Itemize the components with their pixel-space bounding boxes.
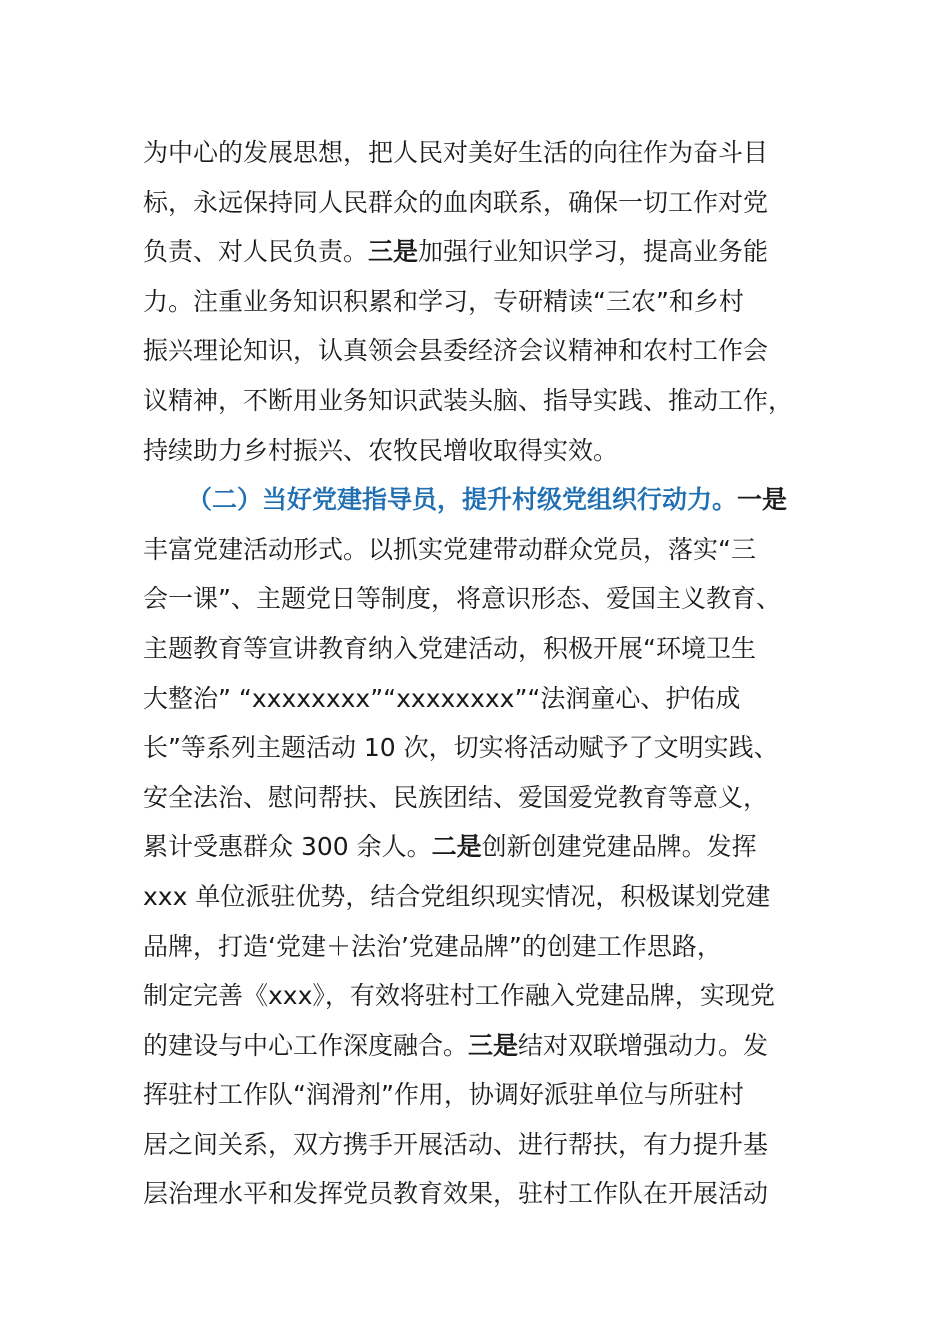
- text-run: 长”等系列主题活动 10 次，切实将活动赋予了文明实践、: [143, 733, 779, 763]
- text-line: [143, 426, 815, 476]
- text-line: [143, 624, 815, 674]
- section-heading: （二）当好党建指导员，提升村级党组织行动力。: [187, 485, 738, 515]
- body-text: [143, 128, 815, 1219]
- text-line: [143, 1070, 815, 1120]
- text-line: [143, 326, 815, 376]
- text-run: 振兴理论知识，认真领会县委经济会议精神和农村工作会: [143, 336, 769, 366]
- text-line: [143, 376, 815, 426]
- bold-marker: 三是: [368, 237, 419, 267]
- text-run: 主题教育等宣讲教育纳入党建活动，积极开展“环境卫生: [143, 633, 756, 663]
- text-run: 议精神，不断用业务知识武装头脑、指导实践、推动工作，: [143, 385, 794, 415]
- text-line: [143, 822, 815, 872]
- text-run: 品牌，打造‘党建＋法治’党建品牌”的创建工作思路，: [143, 931, 722, 961]
- text-line: [143, 1169, 815, 1219]
- bold-marker: 一是: [737, 485, 788, 515]
- text-run: 为中心的发展思想，把人民对美好生活的向往作为奋斗目: [143, 138, 769, 167]
- text-run: 制定完善《xxx》，有效将驻村工作融入党建品牌，实现党: [143, 981, 775, 1011]
- text-line: [143, 525, 815, 575]
- text-run: 挥驻村工作队“润滑剂”作用，协调好派驻单位与所驻村: [143, 1080, 744, 1110]
- text-line: [143, 773, 815, 823]
- text-line: [143, 227, 815, 277]
- text-run: 负责、对人民负责。: [143, 237, 369, 267]
- text-run: 力。注重业务知识积累和学习，专研精读“三农”和乡村: [143, 286, 744, 316]
- text-run: 累计受惠群众 300 余人。: [143, 832, 432, 862]
- section-heading-line: [143, 475, 815, 525]
- text-line: [143, 1021, 815, 1071]
- text-run: 会一课”、主题党日等制度，将意识形态、爱国主义教育、: [143, 584, 781, 614]
- text-run: 大整治” “xxxxxxxx”“xxxxxxxx”“法润童心、护佑成: [143, 683, 741, 713]
- bold-marker: 二是: [431, 832, 482, 862]
- text-run: 安全法治、慰问帮扶、民族团结、爱国爱党教育等意义，: [143, 782, 769, 812]
- text-run: 加强行业知识学习，提高业务能: [418, 237, 769, 267]
- text-line: [143, 128, 815, 178]
- bold-marker: 三是: [468, 1030, 519, 1060]
- text-line: [143, 574, 815, 624]
- text-run: 的建设与中心工作深度融合。: [143, 1030, 469, 1060]
- text-line: [143, 723, 815, 773]
- text-run: 层治理水平和发挥党员教育效果，驻村工作队在开展活动: [143, 1179, 769, 1209]
- text-line: [143, 178, 815, 228]
- text-run: 标，永远保持同人民群众的血肉联系，确保一切工作对党: [143, 187, 769, 217]
- text-run: 丰富党建活动形式。以抓实党建带动群众党员，落实“三: [143, 534, 756, 564]
- text-line: [143, 277, 815, 327]
- text-line: [143, 971, 815, 1021]
- text-run: 结对双联增强动力。发: [518, 1030, 769, 1060]
- text-run: xxx 单位派驻优势，结合党组织现实情况，积极谋划党建: [143, 881, 771, 911]
- text-run: 居之间关系，双方携手开展活动、进行帮扶，有力提升基: [143, 1129, 769, 1159]
- text-line: [143, 1120, 815, 1170]
- text-line: [143, 922, 815, 972]
- text-line: [143, 872, 815, 922]
- text-run: 创新创建党建品牌。发挥: [481, 832, 757, 862]
- text-line: [143, 674, 815, 724]
- text-run: 持续助力乡村振兴、农牧民增收取得实效。: [143, 435, 619, 465]
